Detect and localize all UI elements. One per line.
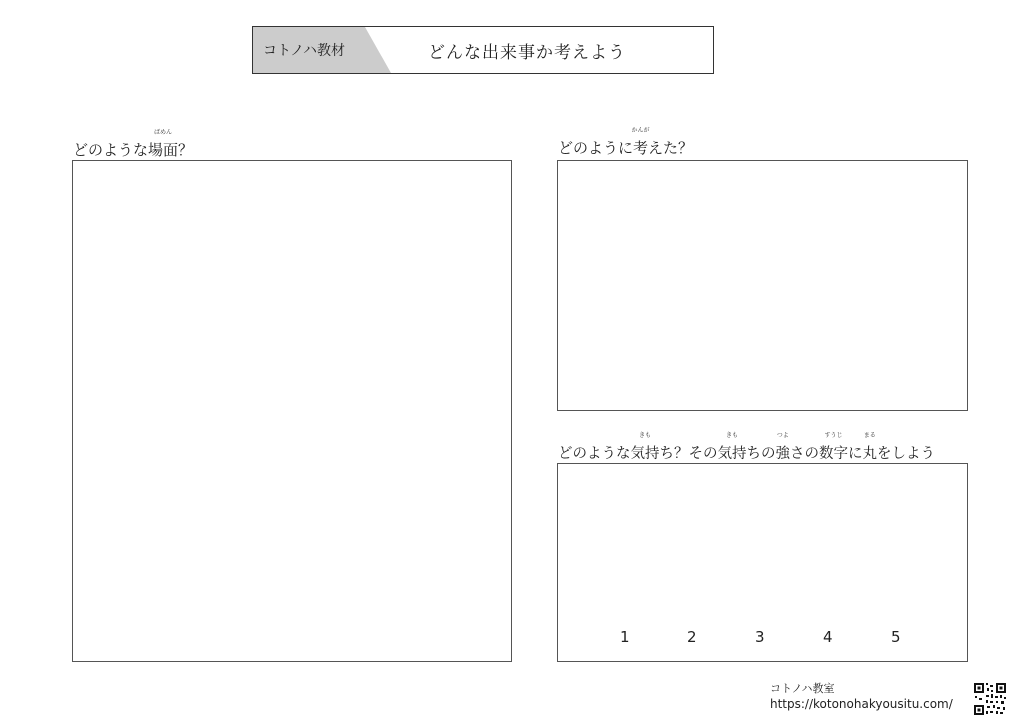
ruby-text: きも	[725, 432, 739, 439]
scale-option-4[interactable]: 4	[823, 628, 833, 646]
thought-writing-box[interactable]	[557, 160, 968, 411]
footer-organization: コトノハ教室	[770, 682, 835, 695]
thought-label-text: どのように	[558, 139, 634, 157]
scale-option-3[interactable]: 3	[755, 628, 765, 646]
scene-label-suffix: ？	[178, 141, 194, 159]
scale-option-1[interactable]: 1	[620, 628, 630, 646]
feeling-ruby-3	[775, 432, 791, 463]
scene-label	[73, 129, 194, 160]
header-brand: コトノハ教材	[263, 43, 346, 59]
scene-ruby	[148, 129, 179, 160]
ruby-base: 気持	[630, 446, 660, 462]
ruby-base: 数字	[819, 446, 848, 462]
thought-ruby	[631, 127, 650, 158]
thought-label	[558, 127, 694, 158]
feeling-ruby-4	[819, 432, 848, 463]
feeling-ruby-5	[862, 432, 878, 463]
thought-label-suffix: えた？	[648, 139, 694, 157]
footer-url[interactable]: https://kotonohakyousitu.com/	[770, 697, 953, 711]
ruby-text: ばめん	[154, 129, 173, 136]
ruby-text: すうじ	[824, 432, 843, 439]
intensity-scale	[604, 628, 924, 652]
scale-option-2[interactable]: 2	[687, 628, 697, 646]
feeling-text-3: ちの	[746, 446, 776, 462]
feeling-text-5: に	[848, 446, 863, 462]
ruby-text: まる	[863, 432, 876, 439]
feeling-text-4: さの	[790, 446, 819, 462]
ruby-base: 丸	[862, 446, 877, 462]
ruby-base: 気持	[717, 446, 747, 462]
qr-code-icon	[973, 682, 1007, 716]
feeling-ruby-1	[630, 432, 660, 463]
ruby-text: つよ	[776, 432, 789, 439]
ruby-base: 考	[633, 139, 649, 157]
worksheet-header	[252, 26, 714, 74]
feeling-text-2: ち？その	[659, 446, 718, 462]
page-title: どんな出来事か考えよう	[428, 42, 626, 63]
ruby-base: 場面	[148, 141, 179, 159]
scale-option-5[interactable]: 5	[891, 628, 901, 646]
ruby-base: 強	[775, 446, 790, 462]
scene-writing-box[interactable]	[72, 160, 512, 662]
scene-label-text: どのような	[73, 141, 149, 159]
ruby-text: きも	[638, 432, 652, 439]
feeling-text-1: どのような	[558, 446, 631, 462]
feeling-label	[558, 432, 935, 463]
feeling-ruby-2	[717, 432, 747, 463]
ruby-text: かんが	[631, 127, 650, 134]
feeling-text-6: をしよう	[877, 446, 935, 462]
